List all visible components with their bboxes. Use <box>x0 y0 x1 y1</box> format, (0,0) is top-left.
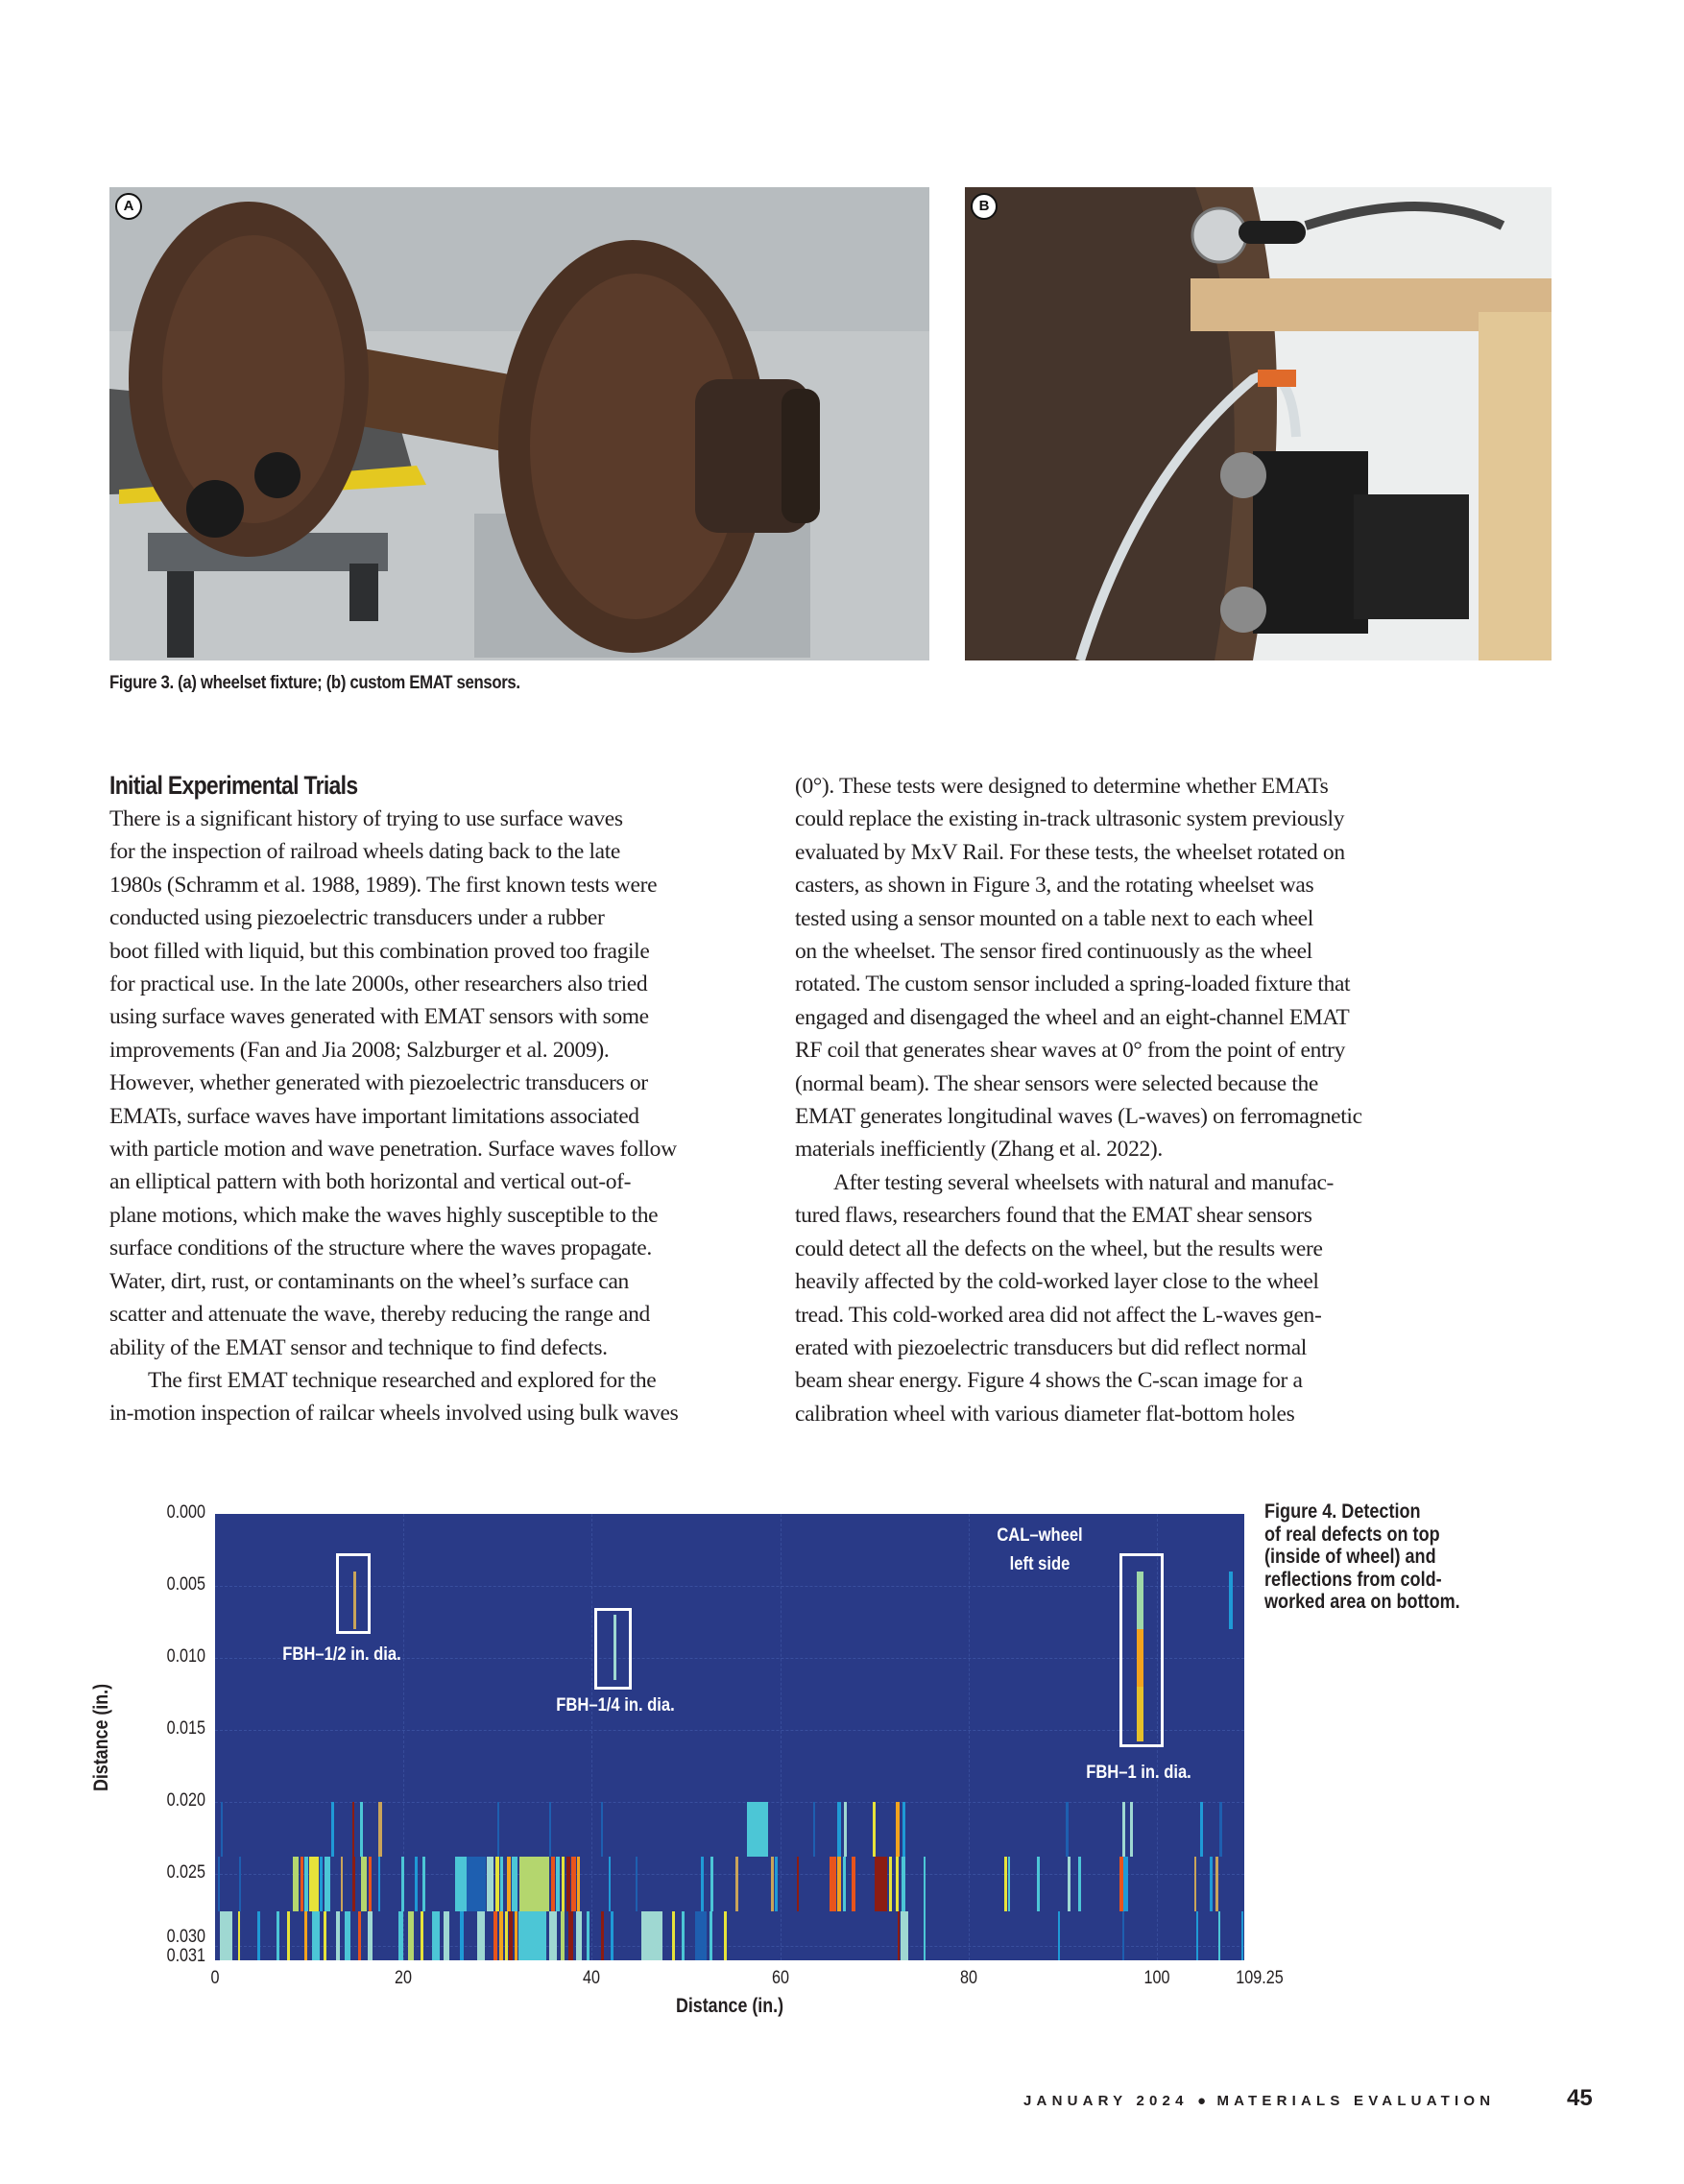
figure4-caption-line: reflections from cold- <box>1264 1568 1442 1591</box>
heatmap-stripe-lower <box>444 1911 449 1960</box>
heatmap-stripe-middle <box>902 1857 905 1911</box>
heatmap-stripe-lower <box>1196 1911 1198 1960</box>
body-line: There is a significant history of trying to use surface waves <box>109 806 623 831</box>
heatmap-stripe-lower <box>257 1911 260 1960</box>
heatmap-stripe-upper <box>497 1802 499 1857</box>
heatmap-stripe-middle <box>875 1857 887 1911</box>
heatmap-stripe-lower <box>477 1911 485 1960</box>
heatmap-stripe-lower <box>398 1911 403 1960</box>
heatmap-stripe-middle <box>1210 1857 1213 1911</box>
panel-a-label: A <box>115 193 142 220</box>
heatmap-stripe-middle <box>566 1857 570 1911</box>
heatmap-stripe-middle <box>701 1857 704 1911</box>
heatmap-stripe-upper <box>378 1802 382 1857</box>
heatmap-stripe-middle <box>710 1857 713 1911</box>
body-line: tested using a sensor mounted on a table next to each wheel <box>795 905 1313 931</box>
chart-annotation: CAL–wheel <box>996 1524 1083 1546</box>
heatmap-stripe-middle <box>304 1857 308 1911</box>
body-line: an elliptical pattern with both horizontal and vertical out-of- <box>109 1169 632 1195</box>
heatmap-stripe-middle <box>1215 1857 1218 1911</box>
wheelset-illustration <box>109 187 929 660</box>
heatmap-stripe-middle <box>239 1857 241 1911</box>
heatmap-stripe-upper <box>1122 1802 1125 1857</box>
heatmap-stripe-middle <box>512 1857 517 1911</box>
heatmap-stripe-middle <box>896 1857 899 1911</box>
heatmap-stripe-middle <box>889 1857 892 1911</box>
heatmap-stripe-upper <box>1130 1802 1133 1857</box>
figure4-caption-line: of real defects on top <box>1264 1523 1440 1546</box>
heatmap-stripe-upper <box>1200 1802 1203 1857</box>
body-line: calibration wheel with various diameter flat-bottom holes <box>795 1401 1295 1427</box>
heatmap-stripe-middle <box>775 1857 778 1911</box>
heatmap-stripe-middle <box>422 1857 425 1911</box>
body-line: engaged and disengaged the wheel and an eight-channel EMAT <box>795 1004 1350 1030</box>
body-line: conducted using piezoelectric transducers under a rubber <box>109 905 605 931</box>
body-line: in-motion inspection of railcar wheels involved using bulk waves <box>109 1401 679 1427</box>
heatmap-stripe-lower <box>358 1911 361 1960</box>
x-tick-label: 80 <box>959 1968 977 1988</box>
heatmap-stripe-middle <box>352 1857 355 1911</box>
heatmap-stripe-lower <box>724 1911 727 1960</box>
body-line: could detect all the defects on the wheel, but the results were <box>795 1236 1323 1261</box>
heatmap-stripe-middle <box>320 1857 323 1911</box>
heatmap-stripe-upper <box>352 1802 354 1857</box>
heatmap-stripe-middle <box>467 1857 486 1911</box>
body-line: After testing several wheelsets with natural and manufac- <box>833 1169 1334 1195</box>
body-line: (normal beam). The shear sensors were selected because the <box>795 1070 1318 1096</box>
x-tick-label: 20 <box>395 1968 413 1988</box>
heatmap-stripe-lower <box>324 1911 326 1960</box>
heatmap-stripe-upper <box>844 1802 847 1857</box>
body-line: for the inspection of railroad wheels dating back to the late <box>109 839 621 865</box>
body-line: RF coil that generates shear waves at 0° from the point of entry <box>795 1038 1346 1064</box>
heatmap-stripe-upper <box>813 1802 815 1857</box>
heatmap-stripe-lower <box>220 1911 232 1960</box>
cscan-heatmap <box>215 1514 1244 1960</box>
gridline-horizontal <box>215 1802 1244 1803</box>
heatmap-stripe-middle <box>852 1857 855 1911</box>
heatmap-stripe-upper <box>360 1802 363 1857</box>
heatmap-stripe-middle <box>1008 1857 1010 1911</box>
gridline-horizontal <box>215 1730 1244 1731</box>
body-line: plane motions, which make the waves highly susceptible to the <box>109 1202 659 1228</box>
heatmap-stripe-upper <box>601 1802 603 1857</box>
gridline-vertical <box>591 1514 592 1960</box>
y-tick-label: 0.025 <box>166 1862 205 1883</box>
chart-annotation: FBH–1 in. dia. <box>1085 1762 1191 1783</box>
running-footer <box>1023 2093 1495 2109</box>
heatmap-stripe-lower <box>432 1911 440 1960</box>
figure3-photo-emat-sensor <box>965 187 1552 660</box>
x-tick-label: 100 <box>1143 1968 1170 1988</box>
heatmap-stripe-middle <box>771 1857 774 1911</box>
figure4-caption-line: worked area on bottom. <box>1264 1591 1460 1613</box>
heatmap-stripe-upper <box>902 1802 905 1857</box>
heatmap-stripe-middle <box>837 1857 841 1911</box>
heatmap-stripe-lower <box>561 1911 565 1960</box>
body-line: erated with piezoelectric transducers but did reflect normal <box>795 1334 1307 1360</box>
gridline-vertical <box>781 1514 782 1960</box>
y-tick-label: 0.015 <box>166 1718 205 1739</box>
gridline-vertical <box>969 1514 970 1960</box>
heatmap-stripe-lower <box>672 1911 675 1960</box>
heatmap-stripe-lower <box>515 1911 517 1960</box>
heatmap-stripe-lower <box>924 1911 926 1960</box>
heatmap-stripe-upper <box>549 1802 551 1857</box>
footer-bullet: ● <box>1197 2093 1209 2109</box>
heatmap-stripe-lower <box>587 1911 589 1960</box>
heatmap-stripe-middle <box>301 1857 303 1911</box>
heatmap-stripe-upper <box>1219 1802 1222 1857</box>
heatmap-stripe-lower <box>549 1911 557 1960</box>
body-line: materials inefficiently (Zhang et al. 2022). <box>795 1137 1163 1163</box>
heatmap-stripe-middle <box>609 1857 611 1911</box>
heatmap-stripe-lower <box>641 1911 662 1960</box>
defect-highlight-box <box>594 1608 631 1691</box>
heatmap-stripe-lower <box>601 1911 604 1960</box>
heatmap-stripe-lower <box>576 1911 582 1960</box>
heatmap-stripe-upper <box>221 1802 223 1857</box>
heatmap-stripe-middle <box>361 1857 367 1911</box>
y-tick-label: 0.005 <box>166 1574 205 1595</box>
body-line: The first EMAT technique researched and explored for the <box>148 1367 657 1393</box>
y-tick-label: 0.020 <box>166 1790 205 1811</box>
figure4-caption-line: Figure 4. Detection <box>1264 1500 1421 1523</box>
footer-publication: MATERIALS EVALUATION <box>1216 2093 1496 2109</box>
heatmap-stripe-lower <box>499 1911 503 1960</box>
heatmap-stripe-upper <box>837 1802 841 1857</box>
heatmap-stripe-lower <box>1058 1911 1060 1960</box>
heatmap-stripe-middle <box>369 1857 372 1911</box>
y-tick-label: 0.010 <box>166 1646 205 1667</box>
body-line: heavily affected by the cold-worked layer close to the wheel <box>795 1269 1319 1295</box>
y-tick-label: 0.030 <box>166 1927 205 1947</box>
heatmap-stripe-upper <box>747 1802 768 1857</box>
chart-annotation: FBH–1/4 in. dia. <box>556 1693 675 1716</box>
section-heading: Initial Experimental Trials <box>109 771 358 800</box>
heatmap-stripe-middle <box>519 1857 549 1911</box>
heatmap-stripe-middle <box>797 1857 799 1911</box>
heatmap-stripe-lower <box>408 1911 414 1960</box>
heatmap-stripe-lower <box>277 1911 279 1960</box>
heatmap-stripe-middle <box>507 1857 511 1911</box>
heatmap-stripe-lower <box>493 1911 497 1960</box>
heatmap-stripe-middle <box>1004 1857 1007 1911</box>
x-tick-label: 60 <box>771 1968 789 1988</box>
x-axis-label: Distance (in.) <box>675 1995 784 2017</box>
heatmap-stripe-middle <box>1037 1857 1040 1911</box>
heatmap-stripe-lower <box>1241 1911 1243 1960</box>
heatmap-stripe-lower <box>682 1911 685 1960</box>
heatmap-stripe-lower <box>460 1911 464 1960</box>
body-line: with particle motion and wave penetration. Surface waves follow <box>109 1137 677 1163</box>
heatmap-stripe-middle <box>843 1857 846 1911</box>
heatmap-stripe-middle <box>1078 1857 1081 1911</box>
chart-annotation: left side <box>1009 1552 1070 1574</box>
body-line: surface conditions of the structure where the waves propagate. <box>109 1236 652 1261</box>
heatmap-stripe-lower <box>518 1911 546 1960</box>
x-tick-label: 40 <box>583 1968 601 1988</box>
heatmap-stripe-lower <box>1218 1911 1220 1960</box>
body-line: However, whether generated with piezoelectric transducers or <box>109 1070 648 1096</box>
heatmap-stripe-lower <box>345 1911 350 1960</box>
heatmap-stripe-lower <box>336 1911 341 1960</box>
heatmap-stripe-middle <box>495 1857 499 1911</box>
heatmap-stripe-upper <box>1066 1802 1069 1857</box>
body-line: rotated. The custom sensor included a spring-loaded fixture that <box>795 972 1351 997</box>
heatmap-stripe-upper <box>331 1802 334 1857</box>
body-line: could replace the existing in-track ultrasonic system previously <box>795 806 1345 832</box>
heatmap-stripe-lower <box>509 1911 513 1960</box>
heatmap-stripe-middle <box>401 1857 404 1911</box>
heatmap-stripe-lower <box>368 1911 373 1960</box>
body-line: EMATs, surface waves have important limitations associated <box>109 1103 639 1129</box>
figure4-caption <box>1264 1500 1460 1614</box>
heatmap-stripe-middle <box>562 1857 565 1911</box>
heatmap-stripe-middle <box>500 1857 503 1911</box>
body-line: (0°). These tests were designed to determine whether EMATs <box>795 774 1329 799</box>
heatmap-stripe-lower <box>421 1911 423 1960</box>
body-line: ability of the EMAT sensor and technique to find defects. <box>109 1334 608 1360</box>
body-line: casters, as shown in Figure 3, and the rotating wheelset was <box>795 873 1314 899</box>
body-line: tread. This cold-worked area did not affect the L-waves gen- <box>795 1302 1322 1328</box>
heatmap-stripe-middle <box>415 1857 418 1911</box>
heatmap-stripe-lower <box>304 1911 307 1960</box>
heatmap-stripe-lower <box>898 1911 900 1960</box>
heatmap-stripe-middle <box>455 1857 467 1911</box>
heatmap-stripe-middle <box>830 1857 836 1911</box>
heatmap-stripe-lower <box>312 1911 320 1960</box>
body-line: scatter and attenuate the wave, thereby reducing the range and <box>109 1302 650 1328</box>
y-axis-label: Distance (in.) <box>90 1683 112 1792</box>
heatmap-stripe-middle <box>556 1857 560 1911</box>
body-line: for practical use. In the late 2000s, other researchers also tried <box>109 972 648 997</box>
heatmap-stripe-lower <box>568 1911 573 1960</box>
body-line: beam shear energy. Figure 4 shows the C-scan image for a <box>795 1368 1303 1394</box>
footer-issue: JANUARY 2024 <box>1023 2093 1189 2109</box>
body-line: improvements (Fan and Jia 2008; Salzburger et al. 2009). <box>109 1037 610 1063</box>
heatmap-stripe-lower <box>505 1911 508 1960</box>
figure3-photo-wheelset-fixture <box>109 187 929 660</box>
heatmap-stripe-middle <box>735 1857 738 1911</box>
body-line: using surface waves generated with EMAT sensors with some <box>109 1004 649 1030</box>
heatmap-stripe-lower <box>611 1911 613 1960</box>
heatmap-stripe-lower <box>238 1911 241 1960</box>
defect-highlight-box <box>336 1553 371 1634</box>
heatmap-stripe-upper <box>873 1802 876 1857</box>
chart-annotation: FBH–1/2 in. dia. <box>282 1644 402 1665</box>
body-line: tured flaws, researchers found that the EMAT shear sensors <box>795 1203 1312 1229</box>
defect-highlight-box <box>1119 1553 1164 1748</box>
page-number: 45 <box>1567 2085 1593 2111</box>
figure4-caption-line: (inside of wheel) and <box>1264 1546 1436 1568</box>
heatmap-stripe-middle <box>293 1857 299 1911</box>
body-column-right <box>795 770 1457 1430</box>
heatmap-stripe-middle <box>636 1857 638 1911</box>
heatmap-stripe-middle <box>1123 1857 1128 1911</box>
heatmap-stripe-lower <box>710 1911 712 1960</box>
body-line: Water, dirt, rust, or contaminants on the wheel’s surface can <box>109 1268 629 1294</box>
heatmap-stripe-upper <box>896 1802 900 1857</box>
heatmap-stripe-middle <box>378 1857 380 1911</box>
emat-sensor-illustration <box>965 187 1552 660</box>
body-line: on the wheelset. The sensor fired continuously as the wheel <box>795 939 1312 965</box>
y-tick-label: 0.000 <box>166 1502 205 1523</box>
heatmap-stripe-lower <box>695 1911 707 1960</box>
y-tick-label: 0.031 <box>166 1946 205 1966</box>
heatmap-stripe-middle <box>325 1857 330 1911</box>
heatmap-stripe-middle <box>924 1857 926 1911</box>
heatmap-stripe-middle <box>1068 1857 1071 1911</box>
body-line: evaluated by MxV Rail. For these tests, the wheelset rotated on <box>795 839 1345 865</box>
heatmap-stripe-middle <box>571 1857 576 1911</box>
heatmap-stripe-lower <box>901 1911 908 1960</box>
figure3-caption: Figure 3. (a) wheelset fixture; (b) custom EMAT sensors. <box>109 672 520 693</box>
heatmap-stripe-middle <box>551 1857 555 1911</box>
body-line: EMAT generates longitudinal waves (L-waves) on ferromagnetic <box>795 1104 1362 1130</box>
defect-indication <box>1229 1572 1233 1629</box>
heatmap-stripe-middle <box>309 1857 319 1911</box>
body-line: 1980s (Schramm et al. 1988, 1989). The first known tests were <box>109 872 658 898</box>
heatmap-stripe-middle <box>487 1857 494 1911</box>
x-tick-label: 0 <box>210 1968 220 1988</box>
heatmap-stripe-middle <box>577 1857 580 1911</box>
panel-b-label: B <box>971 193 998 220</box>
body-line: boot filled with liquid, but this combination proved too fragile <box>109 938 650 964</box>
x-tick-label: 109.25 <box>1236 1968 1284 1988</box>
heatmap-stripe-middle <box>218 1857 220 1911</box>
heatmap-stripe-middle <box>341 1857 343 1911</box>
heatmap-stripe-lower <box>1122 1911 1124 1960</box>
body-column-left <box>109 803 772 1430</box>
heatmap-stripe-lower <box>287 1911 290 1960</box>
heatmap-stripe-middle <box>1194 1857 1196 1911</box>
